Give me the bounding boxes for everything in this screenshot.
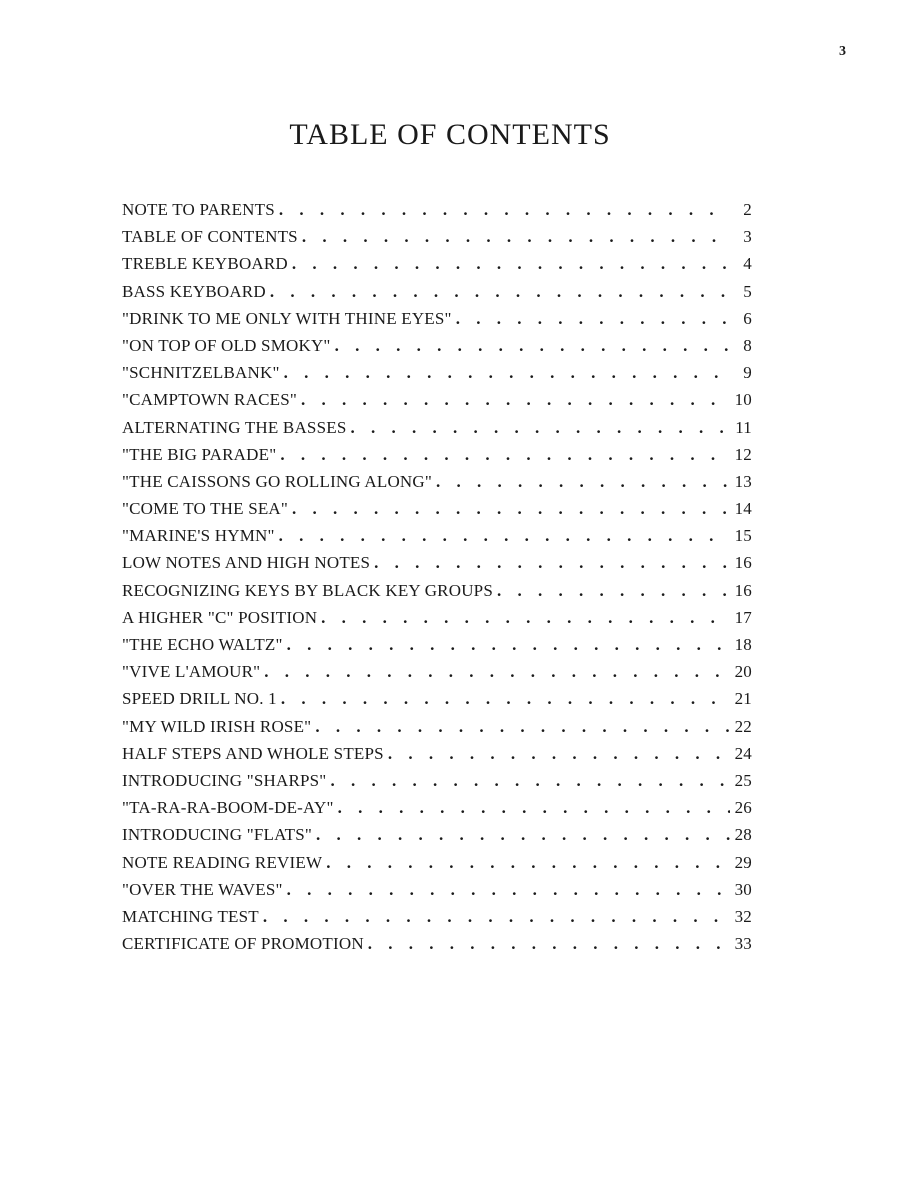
- toc-entry-page: 21: [734, 689, 752, 709]
- toc-entry: [122, 200, 752, 227]
- toc-entry-page: 8: [743, 335, 752, 355]
- toc-entry-title: "DRINK TO ME ONLY WITH THINE EYES": [122, 308, 452, 328]
- toc-entry: [122, 825, 752, 852]
- toc-entry-page: 14: [734, 499, 752, 519]
- toc-entry-title: CERTIFICATE OF PROMOTION: [122, 934, 364, 954]
- toc-entry-page: 30: [734, 879, 752, 899]
- toc-entry-title: RECOGNIZING KEYS BY BLACK KEY GROUPS: [122, 580, 493, 600]
- dot-leader: [456, 309, 730, 329]
- toc-entry-page: 33: [734, 934, 752, 954]
- toc-entry: [122, 717, 752, 744]
- dot-leader: [338, 798, 730, 818]
- toc-entry: [122, 418, 752, 445]
- toc-entry-page: 15: [734, 526, 752, 546]
- toc-entry: [122, 309, 752, 336]
- dot-leader: [350, 418, 730, 438]
- toc-entry: [122, 798, 752, 825]
- toc-entry-page: 11: [735, 417, 752, 437]
- toc-entry-page: 2: [743, 200, 752, 219]
- toc-entry-title: TREBLE KEYBOARD: [122, 254, 288, 274]
- toc-entry: [122, 744, 752, 771]
- toc-entry-page: 5: [743, 281, 752, 301]
- toc-entry-page: 32: [734, 906, 752, 926]
- toc-entry-title: INTRODUCING "FLATS": [122, 825, 313, 845]
- dot-leader: [292, 254, 730, 274]
- dot-leader: [280, 445, 730, 465]
- dot-leader: [302, 227, 730, 247]
- dot-leader: [270, 282, 730, 302]
- toc-entry: [122, 499, 752, 526]
- toc-entry-page: 10: [734, 390, 752, 410]
- toc-entry-title: "TA-RA-RA-BOOM-DE-AY": [122, 798, 334, 818]
- dot-leader: [368, 934, 730, 954]
- toc-entry-page: 20: [734, 662, 752, 682]
- toc-entry-title: "COME TO THE SEA": [122, 499, 289, 519]
- toc-entry: [122, 608, 752, 635]
- dot-leader: [388, 744, 730, 764]
- toc-entry: [122, 526, 752, 553]
- dot-leader: [497, 581, 730, 601]
- toc-entry-page: 3: [743, 227, 752, 247]
- toc-entry: [122, 472, 752, 499]
- toc-entry: [122, 445, 752, 472]
- toc-entry: [122, 363, 752, 390]
- toc-entry-page: 16: [734, 580, 752, 600]
- toc-entry-title: SPEED DRILL NO. 1: [122, 689, 277, 709]
- toc-entry: [122, 390, 752, 417]
- toc-entry: [122, 689, 752, 716]
- toc-entry-title: A HIGHER "C" POSITION: [122, 607, 318, 627]
- dot-leader: [292, 499, 730, 519]
- toc-entry-page: 12: [734, 444, 752, 464]
- toc-entry-title: "OVER THE WAVES": [122, 879, 283, 899]
- toc-entry-title: "ON TOP OF OLD SMOKY": [122, 335, 331, 355]
- toc-entry-page: 29: [734, 852, 752, 872]
- toc-entry: [122, 635, 752, 662]
- toc-entry-title: NOTE TO PARENTS: [122, 200, 275, 219]
- toc-entry: [122, 581, 752, 608]
- dot-leader: [321, 608, 730, 628]
- dot-leader: [326, 853, 730, 873]
- dot-leader: [287, 880, 730, 900]
- dot-leader: [287, 635, 730, 655]
- toc-entry-page: 25: [734, 770, 752, 790]
- dot-leader: [263, 907, 730, 927]
- dot-leader: [279, 200, 730, 220]
- toc-entry-page: 24: [734, 743, 752, 763]
- dot-leader: [436, 472, 730, 492]
- toc-entry-title: "VIVE L'AMOUR": [122, 662, 261, 682]
- toc-entry-title: LOW NOTES AND HIGH NOTES: [122, 553, 371, 573]
- toc-entry: [122, 254, 752, 281]
- toc-entry: [122, 662, 752, 689]
- toc-entry: [122, 853, 752, 880]
- toc-entry-title: "CAMPTOWN RACES": [122, 390, 297, 410]
- dot-leader: [264, 662, 730, 682]
- toc-entry-title: ALTERNATING THE BASSES: [122, 417, 347, 437]
- toc-entry-page: 17: [734, 607, 752, 627]
- dot-leader: [301, 390, 730, 410]
- toc-entry: [122, 771, 752, 798]
- toc-entry: [122, 336, 752, 363]
- dot-leader: [335, 336, 730, 356]
- dot-leader: [281, 689, 730, 709]
- toc-entry-page: 22: [734, 716, 752, 736]
- toc-entry-page: 9: [743, 363, 752, 383]
- toc-entry-title: MATCHING TEST: [122, 906, 259, 926]
- toc-entry-page: 6: [743, 308, 752, 328]
- toc-entry-title: NOTE READING REVIEW: [122, 852, 323, 872]
- dot-leader: [330, 771, 730, 791]
- toc-entry-page: 28: [734, 825, 752, 845]
- toc-entry-title: "THE BIG PARADE": [122, 444, 277, 464]
- toc-entry-title: TABLE OF CONTENTS: [122, 227, 298, 247]
- toc-entry-page: 26: [734, 798, 752, 818]
- toc-entry-title: HALF STEPS AND WHOLE STEPS: [122, 743, 384, 763]
- dot-leader: [284, 363, 730, 383]
- toc-entry: [122, 553, 752, 580]
- toc-entry-title: "SCHNITZELBANK": [122, 363, 280, 383]
- toc-entry-page: 4: [743, 254, 752, 274]
- dot-leader: [316, 825, 730, 845]
- toc-entry-title: "THE CAISSONS GO ROLLING ALONG": [122, 471, 433, 491]
- toc-entry-page: 16: [734, 553, 752, 573]
- dot-leader: [374, 553, 730, 573]
- toc-entry-title: "MY WILD IRISH ROSE": [122, 716, 312, 736]
- toc-entry: [122, 227, 752, 254]
- toc-entry-page: 18: [734, 635, 752, 654]
- toc-entry-title: "THE ECHO WALTZ": [122, 635, 283, 654]
- page-number: 3: [839, 44, 846, 59]
- toc-entry-title: INTRODUCING "SHARPS": [122, 770, 327, 790]
- page-title: TABLE OF CONTENTS: [289, 118, 611, 151]
- toc-entry: [122, 934, 752, 961]
- dot-leader: [279, 526, 730, 546]
- dot-leader: [315, 717, 730, 737]
- toc-entry: [122, 282, 752, 309]
- toc-list: [122, 200, 752, 961]
- toc-entry: [122, 907, 752, 934]
- toc-entry-title: "MARINE'S HYMN": [122, 526, 275, 546]
- toc-entry-page: 13: [734, 471, 752, 491]
- toc-entry: [122, 880, 752, 907]
- toc-entry-title: BASS KEYBOARD: [122, 281, 266, 301]
